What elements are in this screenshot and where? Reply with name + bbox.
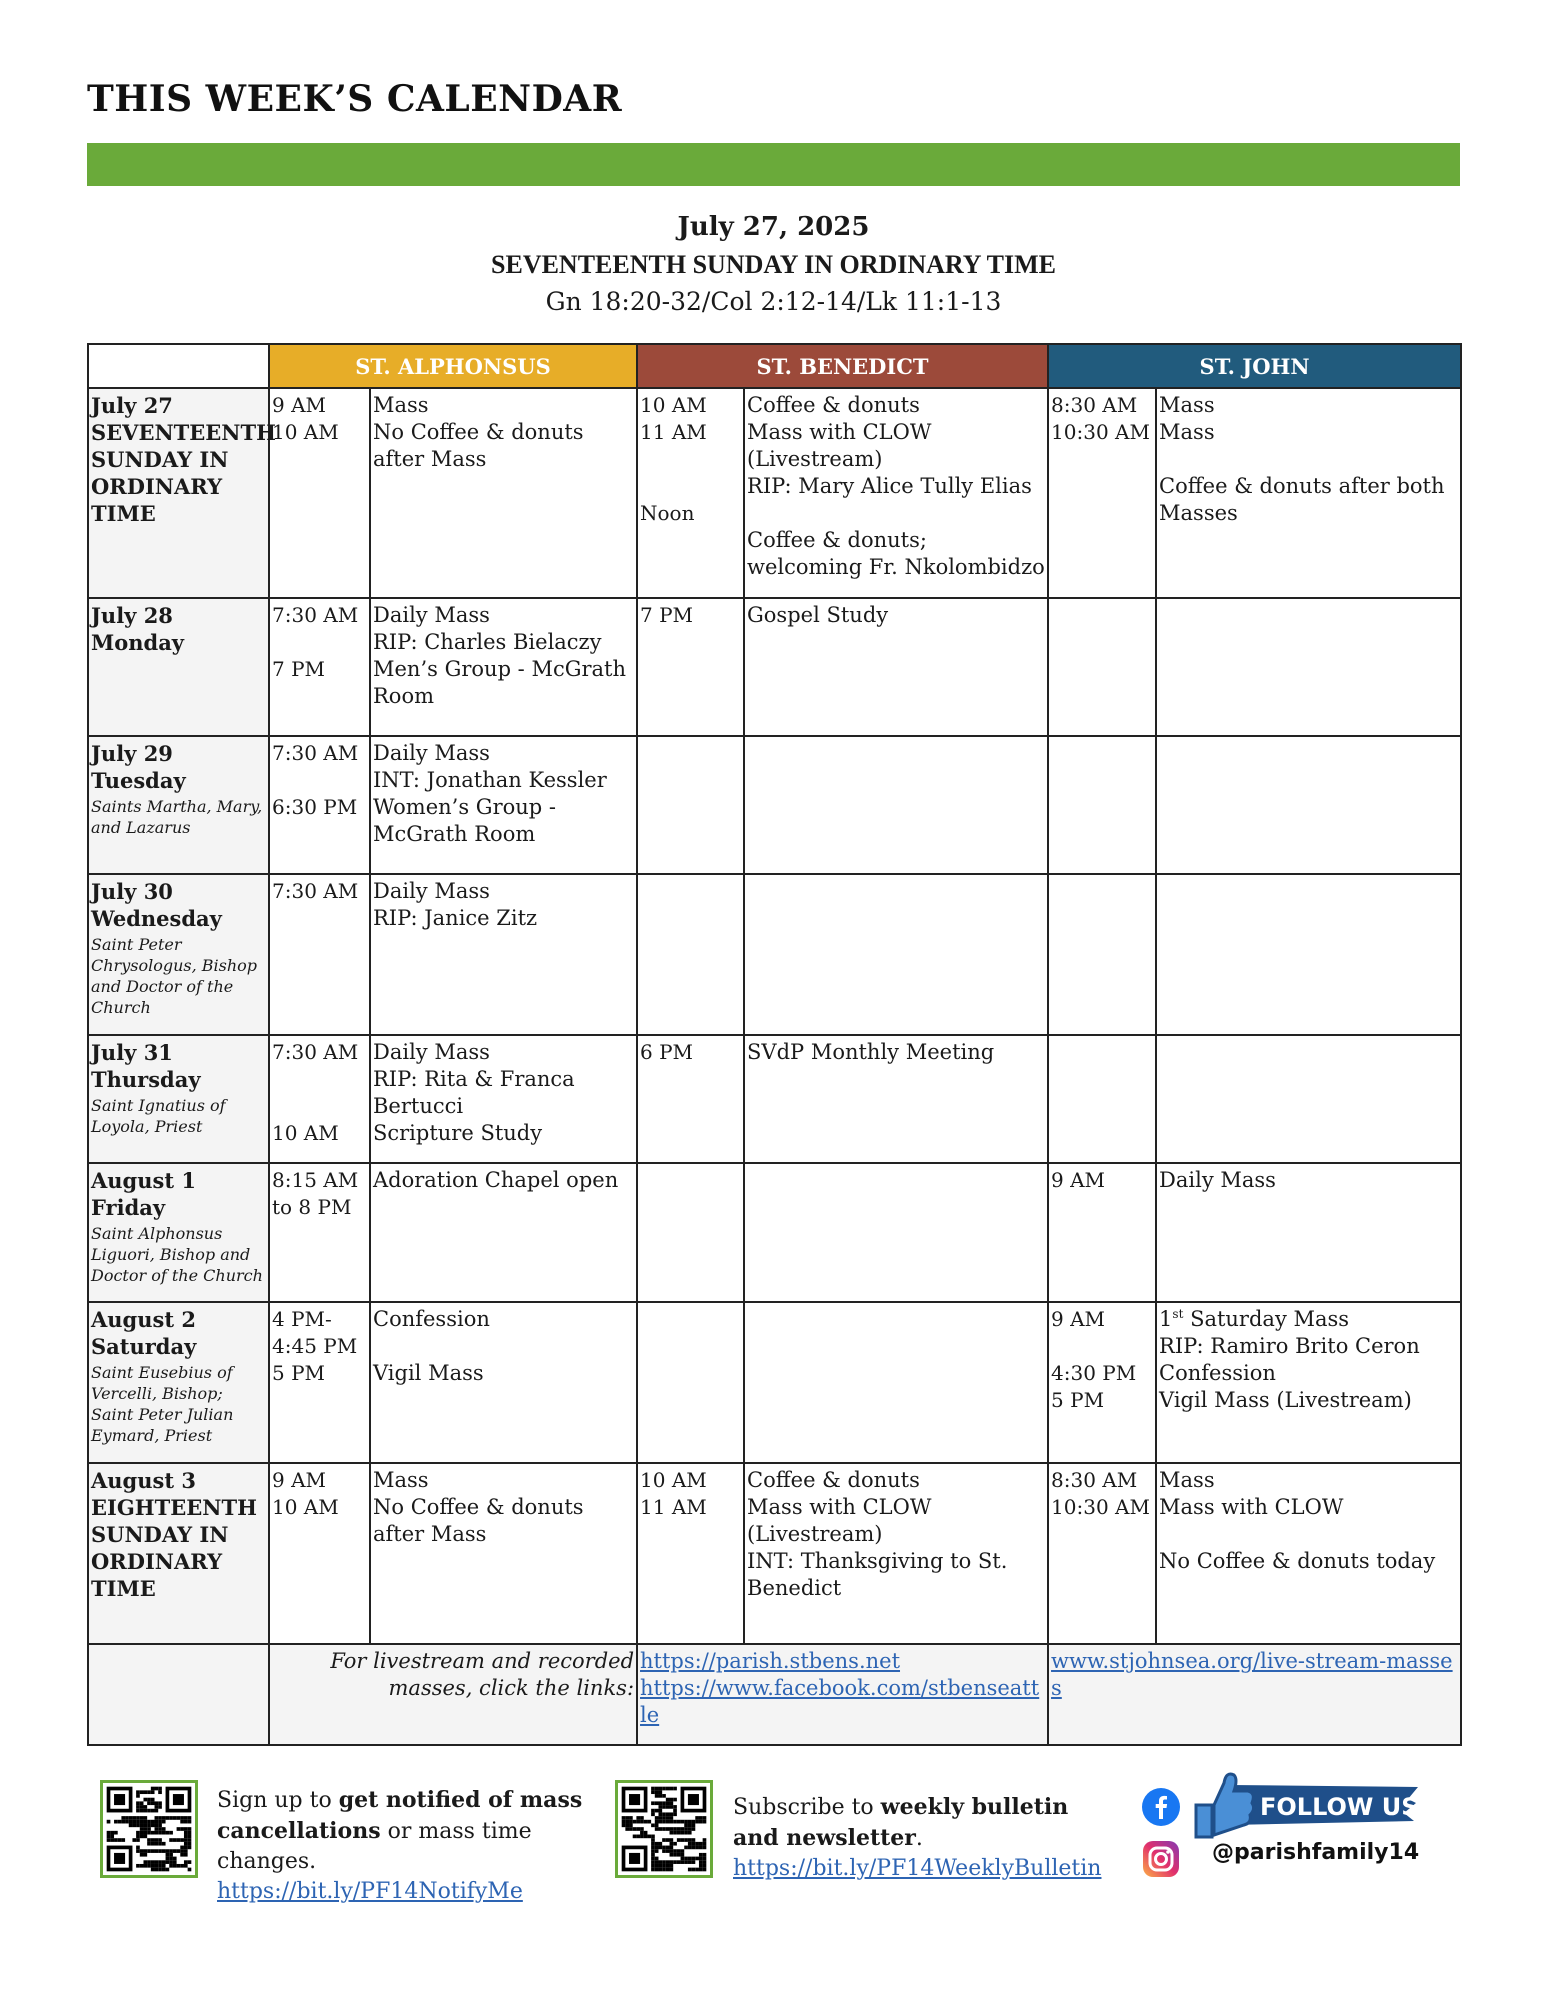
alphonsus-event-line: Mass xyxy=(373,1468,429,1492)
alphonsus-time-cell xyxy=(269,736,370,874)
john-event-line: No Coffee & donuts today xyxy=(1159,1549,1436,1573)
alphonsus-event-line: Adoration Chapel open xyxy=(373,1168,619,1192)
day-name: Monday xyxy=(91,630,185,655)
calendar-body xyxy=(88,388,1461,1745)
alphonsus-event-cell xyxy=(370,1463,637,1644)
benedict-event-line: Coffee & donuts xyxy=(747,393,920,417)
bulletin-link[interactable]: https://bit.ly/PF14WeeklyBulletin xyxy=(733,1856,1102,1881)
alphonsus-time-line: to 8 PM xyxy=(272,1195,352,1219)
john-time-cell xyxy=(1048,1302,1156,1463)
column-header-st-john: ST. JOHN xyxy=(1048,344,1461,388)
alphonsus-time-line: 10 AM xyxy=(272,420,339,444)
day-cell xyxy=(88,598,269,736)
bulletin-promo-pre: Subscribe to xyxy=(733,1795,881,1820)
benedict-event-cell xyxy=(744,598,1048,736)
john-time-cell xyxy=(1048,388,1156,598)
notify-qr-code[interactable] xyxy=(100,1780,198,1878)
day-cell xyxy=(88,1163,269,1302)
benedict-time-line: 6 PM xyxy=(640,1040,694,1064)
john-time-line: 9 AM xyxy=(1051,1168,1106,1192)
alphonsus-time-cell xyxy=(269,598,370,736)
ordinal-suffix: st xyxy=(1172,1307,1184,1321)
benedict-time-line: 10 AM xyxy=(640,1468,707,1492)
alphonsus-time-cell xyxy=(269,388,370,598)
notify-promo xyxy=(217,1785,597,1907)
day-cell xyxy=(88,1302,269,1463)
john-event-cell xyxy=(1156,598,1461,736)
notify-promo-bold: get notified of mass cancellations xyxy=(217,1787,583,1844)
john-event-line: Mass xyxy=(1159,393,1215,417)
notify-promo-post: or mass time changes. xyxy=(217,1819,532,1874)
day-cell xyxy=(88,388,276,598)
benedict-time-cell xyxy=(637,1163,744,1302)
day-date: July 30 xyxy=(91,879,173,904)
livestream-note: For livestream and recorded masses, click the links: xyxy=(330,1649,635,1700)
alphonsus-time-cell xyxy=(269,1463,370,1644)
alphonsus-time-line: 9 AM xyxy=(272,1468,327,1492)
john-time-line xyxy=(1051,1333,1153,1360)
day-date: August 3 xyxy=(91,1468,196,1493)
qr-code-icon xyxy=(103,1783,195,1875)
john-event-line: Coffee & donuts after both Masses xyxy=(1159,474,1445,525)
alphonsus-time-cell xyxy=(269,1163,370,1302)
alphonsus-event-cell xyxy=(370,1302,637,1463)
benedict-event-line: Coffee & donuts; welcoming Fr. Nkolombidzo xyxy=(747,528,1045,579)
benedict-livestream-link[interactable]: https://www.facebook.com/stbenseattle xyxy=(640,1676,1040,1727)
alphonsus-event-line: No Coffee & donuts after Mass xyxy=(373,1495,584,1546)
john-time-cell xyxy=(1048,1163,1156,1302)
alphonsus-event-cell xyxy=(370,1163,637,1302)
benedict-event-line xyxy=(747,500,1045,527)
alphonsus-time-line: 8:15 AM xyxy=(272,1168,359,1192)
john-event-line: Confession xyxy=(1159,1361,1276,1385)
title-underline-bar xyxy=(87,143,1460,186)
day-date: July 29 xyxy=(91,741,173,766)
benedict-event-line: INT: Thanksgiving to St. Benedict xyxy=(747,1549,1008,1600)
benedict-time-line xyxy=(640,473,741,500)
alphonsus-event-cell xyxy=(370,736,637,874)
alphonsus-time-line xyxy=(272,629,367,656)
alphonsus-time-line: 4 PM- xyxy=(272,1307,332,1331)
alphonsus-event-cell xyxy=(370,874,637,1035)
weekly-calendar-table xyxy=(87,343,1462,1746)
day-row xyxy=(88,736,1461,874)
john-time-line: 5 PM xyxy=(1051,1388,1105,1412)
saint-of-day: Saint Eusebius of Vercelli, Bishop; Saint Peter Julian Eymard, Priest xyxy=(91,1363,234,1445)
benedict-time-cell xyxy=(637,388,744,598)
day-cell xyxy=(88,1463,269,1644)
saint-of-day: Saints Martha, Mary, and Lazarus xyxy=(91,797,263,837)
benedict-time-line: 10 AM xyxy=(640,393,707,417)
alphonsus-time-line xyxy=(272,767,367,794)
john-time-line: 8:30 AM xyxy=(1051,393,1138,417)
day-date: July 28 xyxy=(91,603,173,628)
day-name: Friday xyxy=(91,1195,166,1220)
benedict-event-line: Gospel Study xyxy=(747,603,889,627)
day-name: Wednesday xyxy=(91,906,222,931)
alphonsus-event-line: Vigil Mass xyxy=(373,1361,484,1385)
alphonsus-event-line: INT: Jonathan Kessler xyxy=(373,768,607,792)
alphonsus-event-line: Mass xyxy=(373,393,429,417)
benedict-livestream-link[interactable]: https://parish.stbens.net xyxy=(640,1649,901,1673)
bulletin-promo xyxy=(733,1792,1113,1884)
john-time-line: 8:30 AM xyxy=(1051,1468,1138,1492)
day-date: July 31 xyxy=(91,1040,173,1065)
john-event-cell xyxy=(1156,1463,1461,1644)
day-row xyxy=(88,388,1461,598)
alphonsus-time-cell xyxy=(269,874,370,1035)
livestream-note-cell xyxy=(269,1644,637,1745)
saint-of-day: Saint Peter Chrysologus, Bishop and Doctor of the Church xyxy=(91,935,258,1017)
bulletin-promo-bold: weekly bulletin and newsletter xyxy=(733,1794,1069,1851)
livestream-links-row xyxy=(88,1644,1461,1745)
alphonsus-event-line: RIP: Janice Zitz xyxy=(373,906,538,930)
alphonsus-time-line: 7:30 AM xyxy=(272,879,359,903)
alphonsus-time-line: 7:30 AM xyxy=(272,603,359,627)
john-event-cell xyxy=(1156,874,1461,1035)
john-event-line: Vigil Mass (Livestream) xyxy=(1159,1388,1412,1412)
benedict-event-cell xyxy=(744,388,1048,598)
day-row xyxy=(88,1463,1461,1644)
qr-code-icon xyxy=(618,1783,710,1875)
john-event-line: RIP: Ramiro Brito Ceron xyxy=(1159,1334,1420,1358)
john-event-line: Mass with CLOW xyxy=(1159,1495,1344,1519)
benedict-event-cell xyxy=(744,874,1048,1035)
alphonsus-time-cell xyxy=(269,1035,370,1163)
alphonsus-event-line: Daily Mass xyxy=(373,1040,490,1064)
day-name: EIGHTEENTH SUNDAY IN ORDINARY TIME xyxy=(91,1495,257,1601)
day-row xyxy=(88,598,1461,736)
alphonsus-time-line: 7 PM xyxy=(272,657,326,681)
alphonsus-event-line: Daily Mass xyxy=(373,603,490,627)
benedict-time-cell xyxy=(637,1302,744,1463)
facebook-icon[interactable] xyxy=(1142,1788,1180,1830)
week-date: July 27, 2025 xyxy=(677,212,870,242)
alphonsus-event-line: RIP: Charles Bielaczy xyxy=(373,630,602,654)
john-time-cell xyxy=(1048,736,1156,874)
day-date: August 2 xyxy=(91,1307,196,1332)
day-row xyxy=(88,1302,1461,1463)
benedict-time-line: 11 AM xyxy=(640,420,707,444)
alphonsus-event-cell xyxy=(370,388,637,598)
corner-cell xyxy=(88,344,269,388)
benedict-event-cell xyxy=(744,1035,1048,1163)
alphonsus-event-line: Men’s Group - McGrath Room xyxy=(373,657,627,708)
liturgical-occasion: SEVENTEENTH SUNDAY IN ORDINARY TIME xyxy=(491,250,1056,279)
john-time-line: 9 AM xyxy=(1051,1307,1106,1331)
john-livestream-link[interactable]: www.stjohnsea.org/live-stream-masses xyxy=(1051,1649,1453,1700)
benedict-event-cell xyxy=(744,1163,1048,1302)
alphonsus-time-line: 4:45 PM xyxy=(272,1334,358,1358)
header-row xyxy=(88,344,1461,388)
benedict-time-line: Noon xyxy=(640,501,695,525)
benedict-time-line xyxy=(640,446,741,473)
blank-cell xyxy=(88,1644,269,1745)
benedict-event-cell xyxy=(744,736,1048,874)
benedict-event-line: Coffee & donuts xyxy=(747,1468,920,1492)
benedict-links-cell xyxy=(637,1644,1048,1745)
john-time-line: 10:30 AM xyxy=(1051,1495,1150,1519)
notify-link[interactable]: https://bit.ly/PF14NotifyMe xyxy=(217,1879,523,1904)
alphonsus-event-line: No Coffee & donuts after Mass xyxy=(373,420,584,471)
alphonsus-event-line: Daily Mass xyxy=(373,741,490,765)
alphonsus-event-line: RIP: Rita & Franca Bertucci xyxy=(373,1067,575,1118)
alphonsus-time-line xyxy=(272,1066,367,1093)
benedict-time-line: 11 AM xyxy=(640,1495,707,1519)
john-event-line: Daily Mass xyxy=(1159,1168,1276,1192)
alphonsus-event-cell xyxy=(370,598,637,736)
john-time-cell xyxy=(1048,1035,1156,1163)
john-event-cell xyxy=(1156,1302,1461,1463)
john-event-line xyxy=(1159,1521,1458,1548)
john-event-cell xyxy=(1156,736,1461,874)
john-time-line: 4:30 PM xyxy=(1051,1361,1137,1385)
day-cell xyxy=(88,736,269,874)
benedict-event-line: RIP: Mary Alice Tully Elias xyxy=(747,474,1032,498)
day-date: August 1 xyxy=(91,1168,196,1193)
saint-of-day: Saint Ignatius of Loyola, Priest xyxy=(91,1096,226,1136)
alphonsus-time-line: 7:30 AM xyxy=(272,741,359,765)
benedict-time-cell xyxy=(637,874,744,1035)
alphonsus-event-line: Scripture Study xyxy=(373,1121,543,1145)
alphonsus-time-line: 10 AM xyxy=(272,1121,339,1145)
thumbs-up-icon xyxy=(1196,1805,1212,1837)
john-time-cell xyxy=(1048,874,1156,1035)
alphonsus-time-line: 9 AM xyxy=(272,393,327,417)
alphonsus-event-line xyxy=(373,1333,634,1360)
day-cell xyxy=(88,1035,269,1163)
john-event-cell xyxy=(1156,1163,1461,1302)
john-event-line: Mass xyxy=(1159,420,1215,444)
scripture-readings: Gn 18:20-32/Col 2:12-14/Lk 11:1-13 xyxy=(545,287,1002,316)
benedict-event-line: Mass with CLOW (Livestream) xyxy=(747,420,932,471)
day-name: Saturday xyxy=(91,1334,197,1359)
bulletin-promo-post: . xyxy=(915,1826,923,1851)
benedict-event-line: SVdP Monthly Meeting xyxy=(747,1040,995,1064)
alphonsus-time-cell xyxy=(269,1302,370,1463)
benedict-time-cell xyxy=(637,598,744,736)
instagram-icon[interactable] xyxy=(1142,1840,1180,1882)
alphonsus-time-line: 6:30 PM xyxy=(272,795,358,819)
column-header-st-alphonsus: ST. ALPHONSUS xyxy=(269,344,637,388)
john-time-line: 10:30 AM xyxy=(1051,420,1150,444)
john-links-cell xyxy=(1048,1644,1461,1745)
alphonsus-time-line: 5 PM xyxy=(272,1361,326,1385)
day-row xyxy=(88,1035,1461,1163)
day-cell xyxy=(88,874,269,1035)
john-time-cell xyxy=(1048,1463,1156,1644)
john-event-cell xyxy=(1156,388,1461,598)
benedict-event-line: Mass with CLOW (Livestream) xyxy=(747,1495,932,1546)
bulletin-qr-code[interactable] xyxy=(615,1780,713,1878)
day-row xyxy=(88,874,1461,1035)
john-event-line: 1st Saturday Mass xyxy=(1159,1307,1350,1331)
benedict-time-cell xyxy=(637,1035,744,1163)
day-name: SEVENTEENTH SUNDAY IN ORDINARY TIME xyxy=(91,420,276,526)
alphonsus-event-line: Women’s Group - McGrath Room xyxy=(373,795,556,846)
column-header-st-benedict: ST. BENEDICT xyxy=(637,344,1048,388)
benedict-event-cell xyxy=(744,1463,1048,1644)
day-date: July 27 xyxy=(91,393,173,418)
john-event-line xyxy=(1159,446,1458,473)
john-event-line: Mass xyxy=(1159,1468,1215,1492)
john-time-cell xyxy=(1048,598,1156,736)
follow-us-text: FOLLOW US xyxy=(1260,1793,1419,1821)
benedict-event-cell xyxy=(744,1302,1048,1463)
alphonsus-time-line xyxy=(272,1093,367,1120)
alphonsus-time-line: 7:30 AM xyxy=(272,1040,359,1064)
follow-us-banner[interactable] xyxy=(1190,1765,1420,1844)
social-handle: @parishfamily14 xyxy=(1212,1840,1420,1865)
alphonsus-time-line: 10 AM xyxy=(272,1495,339,1519)
saint-of-day: Saint Alphonsus Liguori, Bishop and Doctor of the Church xyxy=(91,1224,263,1285)
alphonsus-event-line: Confession xyxy=(373,1307,490,1331)
day-name: Thursday xyxy=(91,1067,201,1092)
page-title: THIS WEEK’S CALENDAR xyxy=(87,78,623,120)
notify-promo-pre: Sign up to xyxy=(217,1788,339,1813)
john-event-cell xyxy=(1156,1035,1461,1163)
day-name: Tuesday xyxy=(91,768,186,793)
benedict-time-cell xyxy=(637,1463,744,1644)
day-row xyxy=(88,1163,1461,1302)
alphonsus-event-line: Daily Mass xyxy=(373,879,490,903)
benedict-time-cell xyxy=(637,736,744,874)
alphonsus-event-cell xyxy=(370,1035,637,1163)
benedict-time-line: 7 PM xyxy=(640,603,694,627)
